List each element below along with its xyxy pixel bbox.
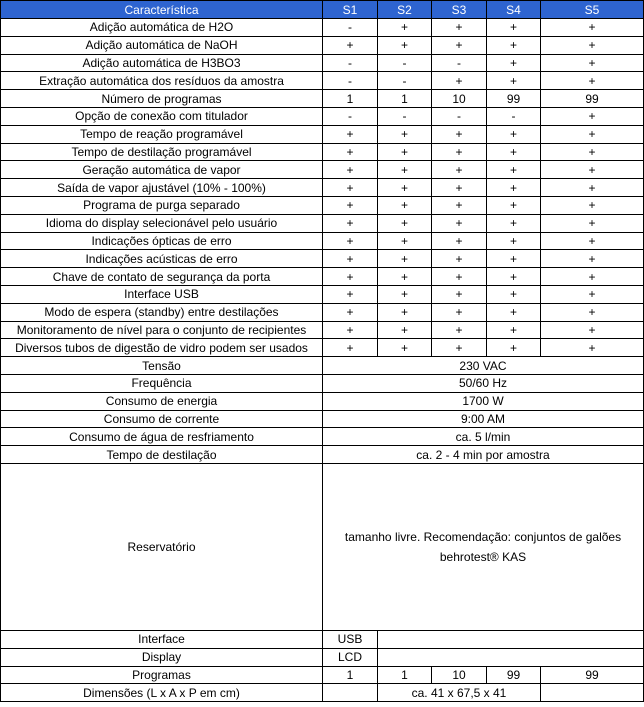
cell-s4: +	[487, 72, 541, 90]
table-row	[1, 161, 644, 179]
cell-s1: +	[323, 179, 378, 197]
cell-s3: +	[432, 161, 487, 179]
cell-s4: +	[487, 303, 541, 321]
cell-s2: +	[378, 339, 432, 357]
cell-s1: +	[323, 36, 378, 54]
row-label: Frequência	[1, 374, 323, 392]
row-label: Chave de contato de segurança da porta	[1, 268, 323, 286]
cell-s4: +	[487, 196, 541, 214]
row-label: Tempo de destilação programável	[1, 143, 323, 161]
cell-s1: +	[323, 161, 378, 179]
cell-s2: +	[378, 196, 432, 214]
cell-s4: 99	[487, 90, 541, 108]
cell-s4: +	[487, 54, 541, 72]
header-s3: S3	[432, 1, 487, 19]
cell-s4: -	[487, 107, 541, 125]
cell-s3: 10	[432, 666, 487, 684]
cell-s3: +	[432, 250, 487, 268]
cell-s5: +	[541, 54, 644, 72]
cell-s1: +	[323, 268, 378, 286]
table-row	[1, 72, 644, 90]
cell-s5: +	[541, 250, 644, 268]
cell-s3: +	[432, 303, 487, 321]
row-label: Reservatório	[1, 463, 323, 630]
cell-s3: +	[432, 285, 487, 303]
row-label: Extração automática dos resíduos da amostra	[1, 72, 323, 90]
cell-s1: +	[323, 321, 378, 339]
cell-s5: +	[541, 161, 644, 179]
row-tensao	[1, 357, 644, 375]
row-label: Diversos tubos de digestão de vidro podem ser usados	[1, 339, 323, 357]
header-s4: S4	[487, 1, 541, 19]
empty-cell	[541, 684, 644, 702]
row-label: Indicações ópticas de erro	[1, 232, 323, 250]
cell-s3: +	[432, 196, 487, 214]
cell-s2: +	[378, 303, 432, 321]
cell-s2: +	[378, 250, 432, 268]
table-row	[1, 196, 644, 214]
cell-s1: +	[323, 250, 378, 268]
row-value: ca. 2 - 4 min por amostra	[323, 446, 644, 464]
table-row	[1, 214, 644, 232]
cell-s1: -	[323, 72, 378, 90]
table-row	[1, 36, 644, 54]
row-reservatorio	[1, 463, 644, 630]
cell-s4: +	[487, 125, 541, 143]
cell-s2: 1	[378, 666, 432, 684]
cell-s1: +	[323, 196, 378, 214]
cell-s4: +	[487, 268, 541, 286]
cell-s4: +	[487, 214, 541, 232]
row-label: Consumo de corrente	[1, 410, 323, 428]
row-value: 230 VAC	[323, 357, 644, 375]
row-label: Saída de vapor ajustável (10% - 100%)	[1, 179, 323, 197]
cell-s3: -	[432, 54, 487, 72]
header-s2: S2	[378, 1, 432, 19]
cell-s1: -	[323, 107, 378, 125]
cell-s3: +	[432, 232, 487, 250]
row-interface	[1, 630, 644, 648]
cell-s5: +	[541, 72, 644, 90]
cell-s3: +	[432, 125, 487, 143]
cell-s2: +	[378, 214, 432, 232]
row-label: Monitoramento de nível para o conjunto de recipientes	[1, 321, 323, 339]
cell-s4: +	[487, 161, 541, 179]
cell-s1: +	[323, 125, 378, 143]
table-row	[1, 19, 644, 37]
row-value: ca. 5 l/min	[323, 428, 644, 446]
row-label: Consumo de água de resfriamento	[1, 428, 323, 446]
row-label: Interface USB	[1, 285, 323, 303]
cell-s3: -	[432, 107, 487, 125]
cell-s4: +	[487, 250, 541, 268]
cell-s1: -	[323, 54, 378, 72]
row-label: Programas	[1, 666, 323, 684]
row-label: Número de programas	[1, 90, 323, 108]
cell-s4: +	[487, 232, 541, 250]
empty-cell	[323, 684, 378, 702]
row-programas	[1, 666, 644, 684]
row-label: Interface	[1, 630, 323, 648]
header-s1: S1	[323, 1, 378, 19]
cell-s3: +	[432, 321, 487, 339]
row-label: Tempo de reação programável	[1, 125, 323, 143]
cell-s2: +	[378, 321, 432, 339]
empty-cell	[378, 630, 644, 648]
cell-s3: +	[432, 143, 487, 161]
row-label: Adição automática de H2O	[1, 19, 323, 37]
cell-s2: +	[378, 36, 432, 54]
cell-s5: +	[541, 36, 644, 54]
cell-s3: +	[432, 36, 487, 54]
cell-s1: +	[323, 214, 378, 232]
header-caracteristica: Característica	[1, 1, 323, 19]
table-row	[1, 268, 644, 286]
cell-s1: +	[323, 143, 378, 161]
row-label: Adição automática de H3BO3	[1, 54, 323, 72]
row-label: Display	[1, 648, 323, 666]
cell-s1: +	[323, 339, 378, 357]
cell-s2: -	[378, 72, 432, 90]
cell-s2: +	[378, 19, 432, 37]
cell-s4: +	[487, 179, 541, 197]
row-consumo-corrente	[1, 410, 644, 428]
row-label: Modo de espera (standby) entre destilações	[1, 303, 323, 321]
table-row	[1, 303, 644, 321]
table-row	[1, 250, 644, 268]
table-row	[1, 321, 644, 339]
row-label: Adição automática de NaOH	[1, 36, 323, 54]
empty-cell	[378, 648, 644, 666]
cell-s3: +	[432, 179, 487, 197]
row-dimensoes	[1, 684, 644, 702]
row-value: 9:00 AM	[323, 410, 644, 428]
cell-s3: +	[432, 19, 487, 37]
cell-s1: +	[323, 303, 378, 321]
cell-s5: +	[541, 232, 644, 250]
table-row	[1, 90, 644, 108]
cell-s4: 99	[487, 666, 541, 684]
cell-s5: +	[541, 143, 644, 161]
cell-s4: +	[487, 321, 541, 339]
cell-s1: -	[323, 19, 378, 37]
cell-s4: +	[487, 285, 541, 303]
table-row	[1, 339, 644, 357]
cell-s5: +	[541, 339, 644, 357]
table-row	[1, 107, 644, 125]
table-row	[1, 285, 644, 303]
cell-s3: +	[432, 72, 487, 90]
table-row	[1, 54, 644, 72]
cell-s5: +	[541, 196, 644, 214]
row-label: Consumo de energia	[1, 392, 323, 410]
row-label: Indicações acústicas de erro	[1, 250, 323, 268]
row-display	[1, 648, 644, 666]
row-value: 1700 W	[323, 392, 644, 410]
row-label: Geração automática de vapor	[1, 161, 323, 179]
row-label: Tempo de destilação	[1, 446, 323, 464]
cell-s5: +	[541, 214, 644, 232]
cell-s4: +	[487, 143, 541, 161]
row-consumo-energia	[1, 392, 644, 410]
row-label: Opção de conexão com titulador	[1, 107, 323, 125]
cell-s5: +	[541, 303, 644, 321]
cell-s3: +	[432, 339, 487, 357]
cell-s2: +	[378, 232, 432, 250]
cell-s1: +	[323, 232, 378, 250]
cell-s5: +	[541, 107, 644, 125]
row-label: Dimensões (L x A x P em cm)	[1, 684, 323, 702]
cell-s4: +	[487, 36, 541, 54]
cell-s4: +	[487, 19, 541, 37]
cell-s2: +	[378, 143, 432, 161]
cell-s5: +	[541, 268, 644, 286]
table-row	[1, 125, 644, 143]
cell-s5: 99	[541, 666, 644, 684]
cell-s5: +	[541, 285, 644, 303]
cell-s4: +	[487, 339, 541, 357]
header-s5: S5	[541, 1, 644, 19]
row-value: ca. 41 x 67,5 x 41	[378, 684, 541, 702]
cell-s2: -	[378, 107, 432, 125]
header-row	[1, 1, 644, 19]
cell-s5: +	[541, 19, 644, 37]
cell-s2: -	[378, 54, 432, 72]
cell-s2: +	[378, 179, 432, 197]
cell-s1: +	[323, 285, 378, 303]
cell-s5: +	[541, 125, 644, 143]
cell-s2: +	[378, 161, 432, 179]
reservatorio-cell	[323, 463, 644, 630]
row-label: Tensão	[1, 357, 323, 375]
cell-s2: +	[378, 285, 432, 303]
cell-s3: 10	[432, 90, 487, 108]
table-row	[1, 143, 644, 161]
table-row	[1, 179, 644, 197]
row-frequencia	[1, 374, 644, 392]
cell-s2: +	[378, 125, 432, 143]
cell-s5: +	[541, 179, 644, 197]
row-tempo-destilacao	[1, 446, 644, 464]
row-label: Programa de purga separado	[1, 196, 323, 214]
cell-s5: 99	[541, 90, 644, 108]
cell-s5: +	[541, 321, 644, 339]
cell-s1: 1	[323, 90, 378, 108]
cell-s2: +	[378, 268, 432, 286]
row-label: Idioma do display selecionável pelo usuário	[1, 214, 323, 232]
table-row	[1, 232, 644, 250]
cell-s3: +	[432, 268, 487, 286]
row-consumo-agua	[1, 428, 644, 446]
row-value: tamanho livre. Recomendação: conjuntos de galões behrotest® KAS	[344, 529, 622, 564]
cell-s3: +	[432, 214, 487, 232]
row-value: 50/60 Hz	[323, 374, 644, 392]
cell-s1: 1	[323, 666, 378, 684]
row-value: LCD	[323, 648, 378, 666]
cell-s2: 1	[378, 90, 432, 108]
row-value: USB	[323, 630, 378, 648]
